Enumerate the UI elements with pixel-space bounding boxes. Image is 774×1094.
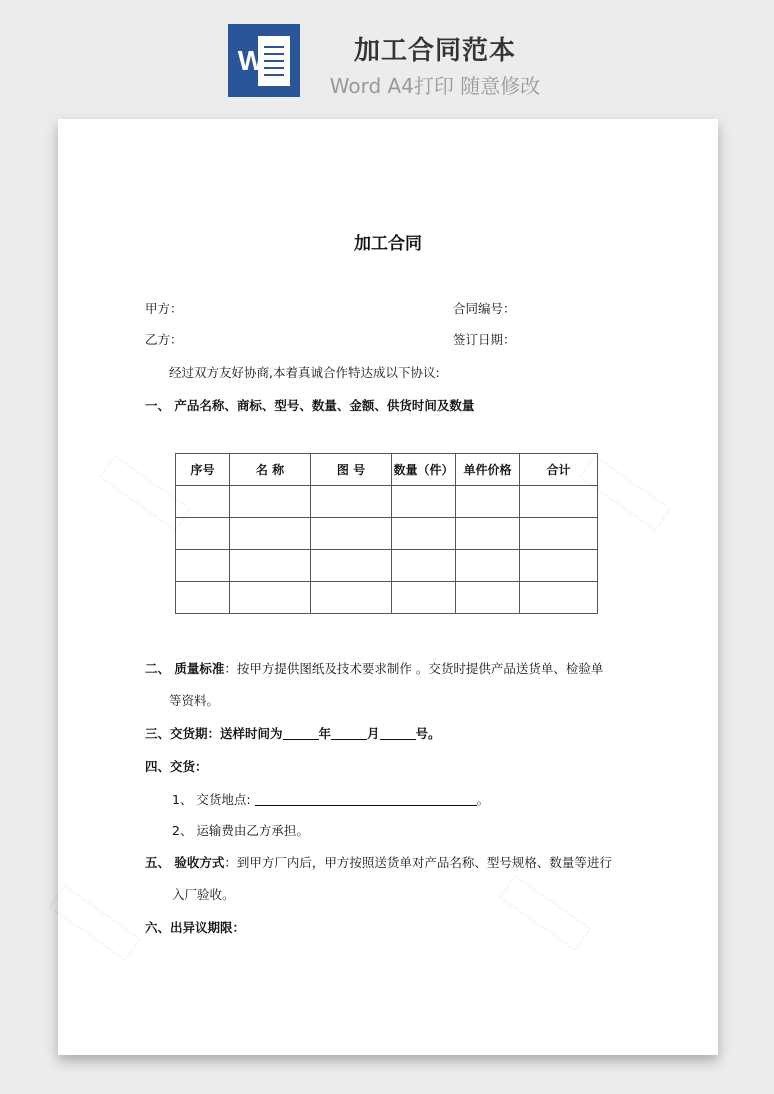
section-5-text: ：到甲方厂内后，甲方按照送货单对产品名称、型号规格、数量等进行 xyxy=(224,855,612,870)
contract-number-label: 合同编号： xyxy=(453,301,516,316)
table-cell xyxy=(230,518,311,550)
party-b-label: 乙方： xyxy=(145,332,183,347)
table-cell xyxy=(520,518,598,550)
banner-subtitle: Word A4打印 随意修改 xyxy=(329,74,541,98)
section-1-heading: 一、 产品名称、商标、型号、数量、金额、供货时间及数量 xyxy=(145,398,475,413)
watermark-mark xyxy=(498,875,591,952)
table-row xyxy=(176,518,598,550)
table-cell xyxy=(230,550,311,582)
table-cell xyxy=(392,486,456,518)
section-5 xyxy=(145,853,612,871)
table-cell xyxy=(392,550,456,582)
year-label: 年 xyxy=(318,726,332,741)
section-2-text: ：按甲方提供图纸及技术要求制作 。交货时提供产品送货单、检验单 xyxy=(224,661,604,676)
banner-title: 加工合同范本 xyxy=(353,36,516,66)
table-row xyxy=(176,582,598,614)
day-label: 号。 xyxy=(415,726,441,741)
table-cell xyxy=(456,518,520,550)
table-cell xyxy=(230,486,311,518)
section-2-heading: 二、 质量标准 xyxy=(145,661,225,676)
table-cell xyxy=(456,486,520,518)
table-cell xyxy=(392,582,456,614)
sign-date-label: 签订日期： xyxy=(453,332,516,347)
month-label: 月 xyxy=(367,726,380,741)
table-cell xyxy=(520,486,598,518)
section-5-continuation: 入厂验收。 xyxy=(172,887,235,902)
section-4-heading: 四、交货： xyxy=(145,759,208,774)
section-3 xyxy=(145,724,441,742)
header-banner xyxy=(0,0,774,110)
table-cell xyxy=(176,518,230,550)
section-2-continuation: 等资料。 xyxy=(169,693,220,708)
month-blank xyxy=(331,727,367,740)
document-page xyxy=(58,119,718,1055)
table-cell xyxy=(176,486,230,518)
table-cell xyxy=(311,550,392,582)
product-table xyxy=(175,453,598,614)
table-row xyxy=(176,486,598,518)
table-cell xyxy=(392,518,456,550)
delivery-location-blank xyxy=(255,793,477,806)
table-cell xyxy=(176,582,230,614)
delivery-location-label: 1、 交货地点: xyxy=(172,792,251,807)
col-header-drawing-no: 图 号 xyxy=(311,454,392,486)
section-5-heading: 五、 验收方式 xyxy=(145,855,225,870)
table-cell xyxy=(456,550,520,582)
col-header-name: 名 称 xyxy=(230,454,311,486)
table-cell xyxy=(311,486,392,518)
delivery-location-end: 。 xyxy=(476,792,490,807)
col-header-index: 序号 xyxy=(176,454,230,486)
table-cell xyxy=(520,582,598,614)
section-3-heading: 三、交货期：送样时间为 xyxy=(145,726,283,741)
word-app-icon xyxy=(228,24,300,97)
section-4-item-2: 2、 运输费由乙方承担。 xyxy=(172,823,309,838)
word-logo-letter: W xyxy=(237,45,265,76)
table-header-row xyxy=(176,454,598,486)
table-row xyxy=(176,550,598,582)
col-header-quantity: 数量（件） xyxy=(392,454,456,486)
col-header-unit-price: 单件价格 xyxy=(456,454,520,486)
document-title: 加工合同 xyxy=(354,234,422,254)
table-cell xyxy=(230,582,311,614)
section-2 xyxy=(145,659,603,677)
table-cell xyxy=(311,582,392,614)
year-blank xyxy=(283,727,319,740)
table-cell xyxy=(520,550,598,582)
table-cell xyxy=(311,518,392,550)
table-cell xyxy=(176,550,230,582)
day-blank xyxy=(380,727,416,740)
table-cell xyxy=(456,582,520,614)
col-header-total: 合计 xyxy=(520,454,598,486)
section-4-item-1 xyxy=(172,790,489,808)
watermark-mark xyxy=(48,885,141,962)
intro-paragraph: 经过双方友好协商,本着真诚合作特达成以下协议: xyxy=(169,365,440,380)
party-a-label: 甲方： xyxy=(145,301,183,316)
section-6-heading: 六、出异议期限： xyxy=(145,920,246,935)
